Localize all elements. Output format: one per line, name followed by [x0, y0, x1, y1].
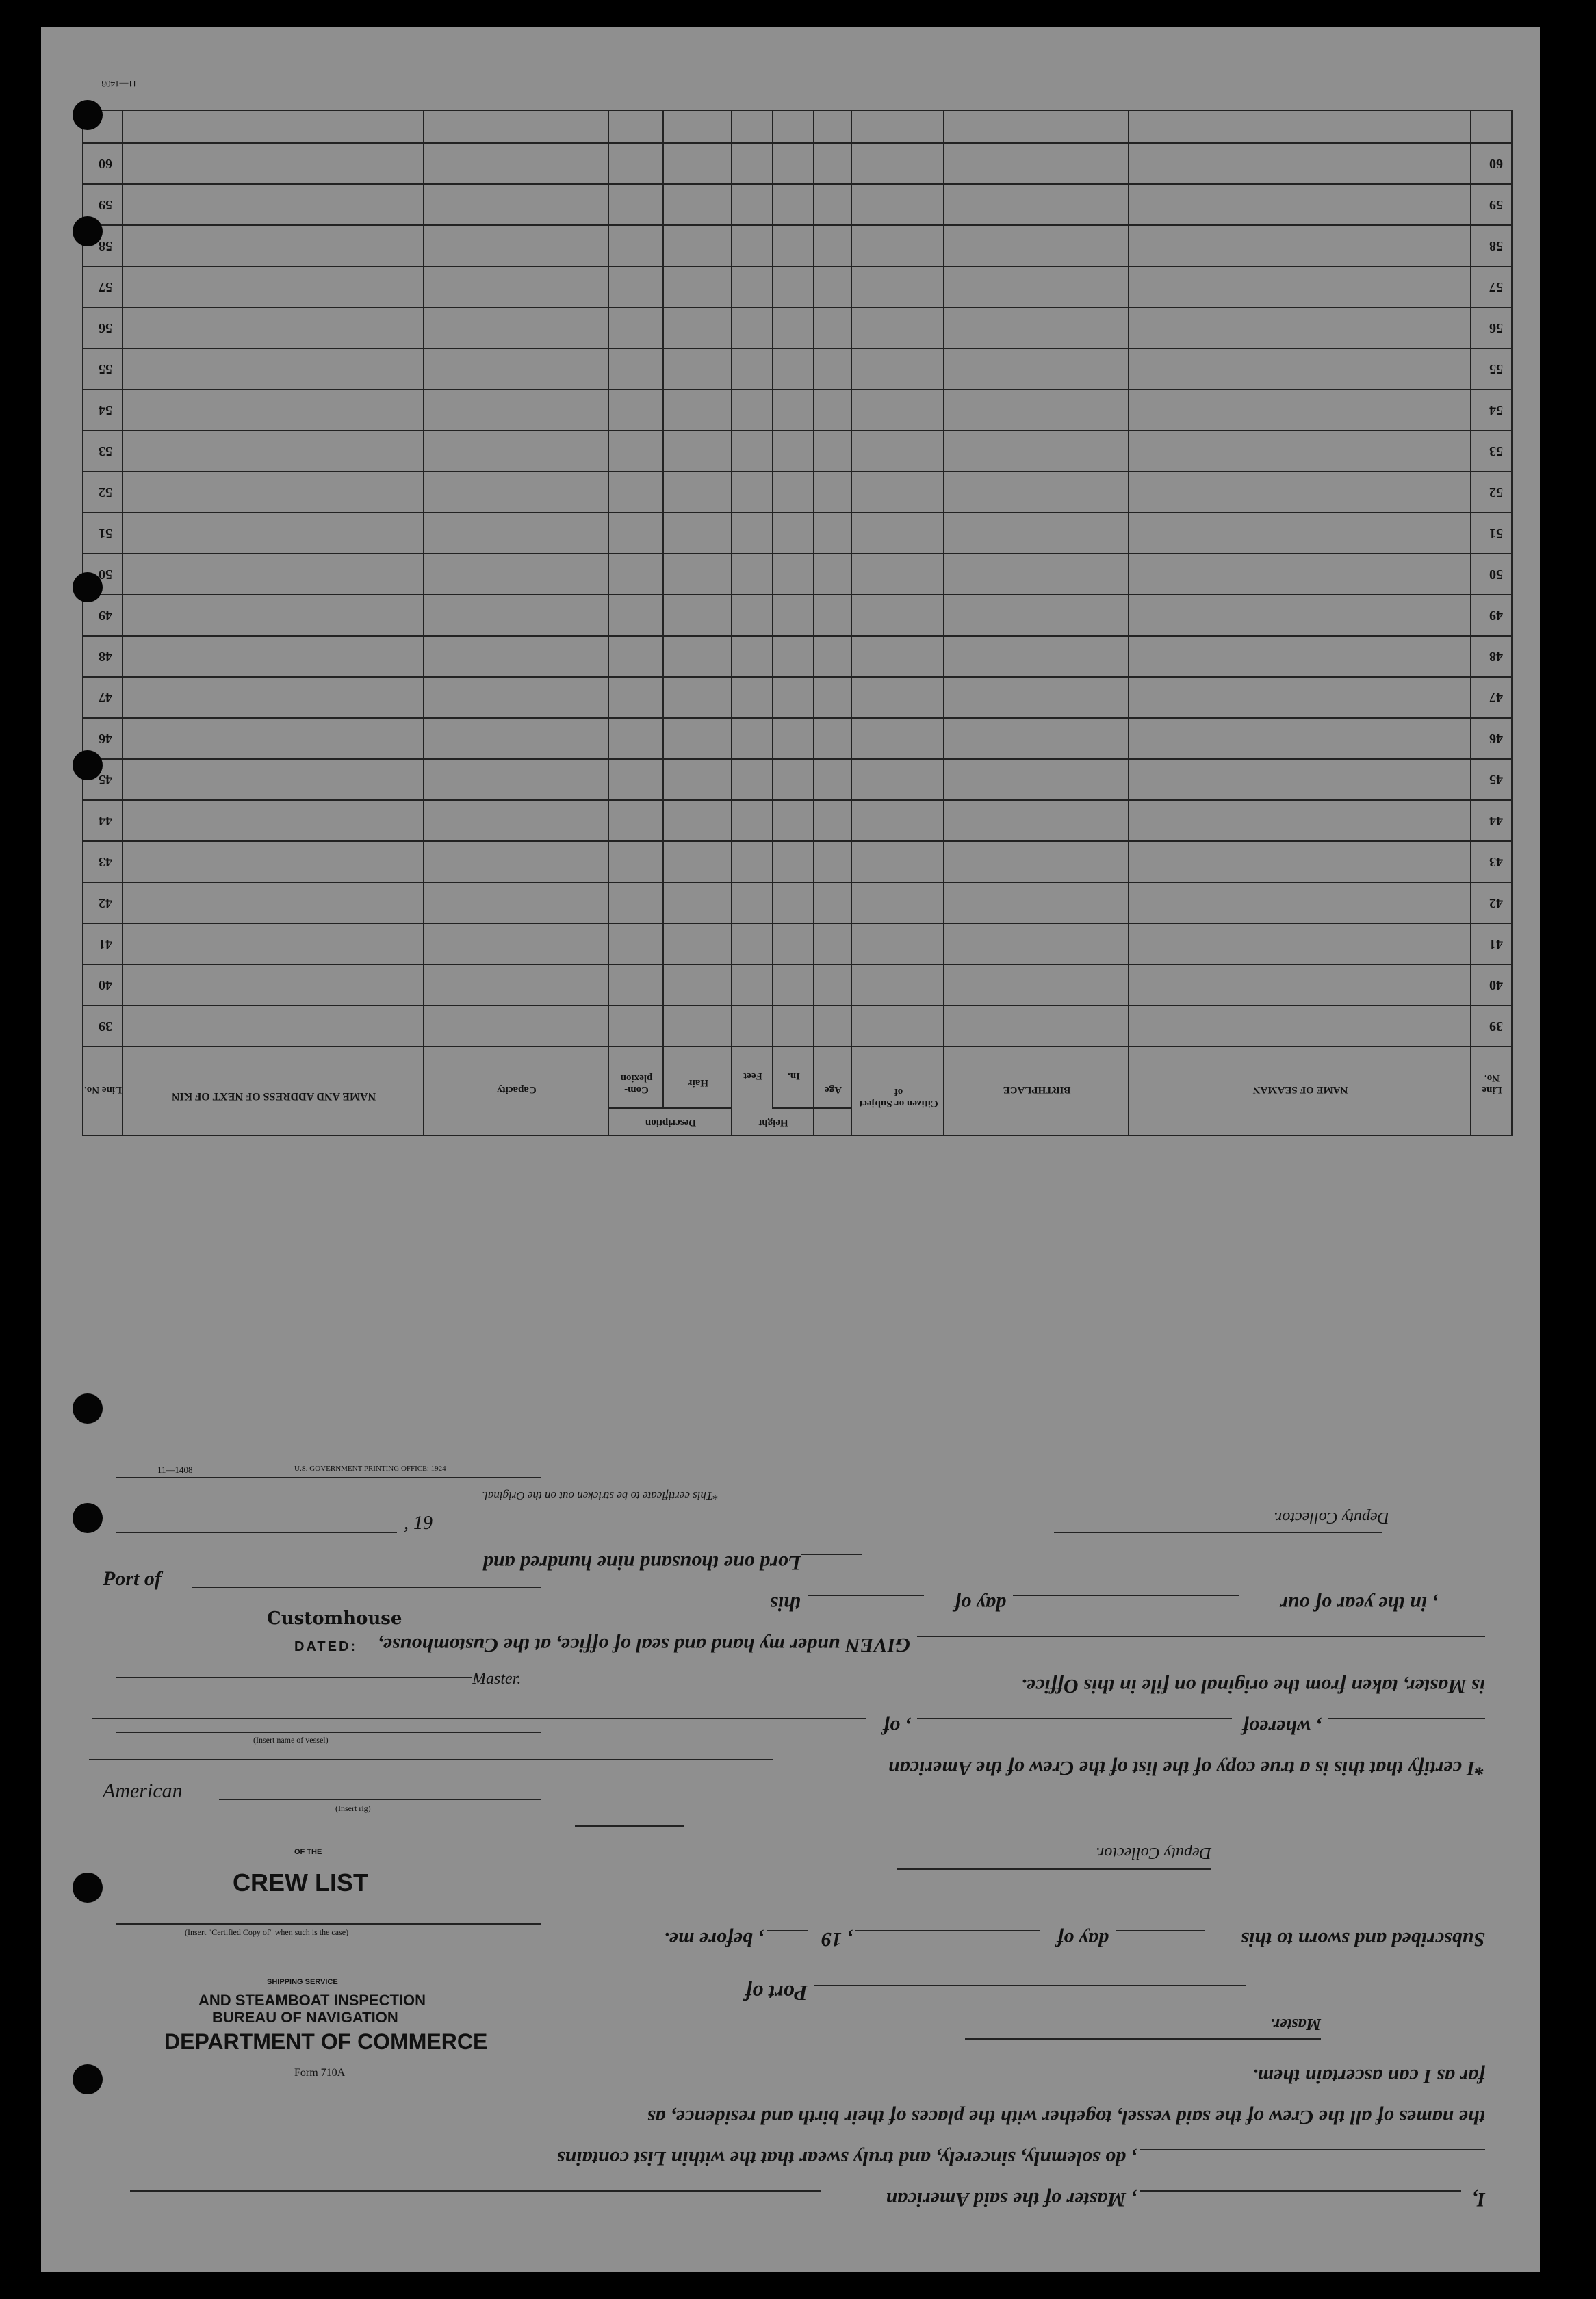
- row-number-right: 48: [99, 649, 112, 664]
- divider-rule: [575, 1825, 684, 1827]
- row-number-right: 55: [99, 361, 112, 376]
- row-number-right: 45: [99, 772, 112, 787]
- bureau-line1: BUREAU OF NAVIGATION: [212, 2009, 398, 2026]
- row-number-left: 47: [1489, 690, 1503, 705]
- row-number-left: 57: [1489, 279, 1503, 294]
- gpo-imprint: U.S. GOVERNMENT PRINTING OFFICE: 1924: [294, 1465, 446, 1473]
- row-number-left: 59: [1489, 197, 1503, 212]
- sworn-month-line[interactable]: [855, 1930, 1040, 1931]
- crew-table: [82, 110, 1513, 1136]
- row-number-right: 51: [99, 526, 112, 541]
- subscribed-text: Subscribed and sworn to this: [1241, 1928, 1485, 1951]
- header-name-of-seaman: NAME OF SEAMAN: [1252, 1084, 1348, 1095]
- table-row[interactable]: [123, 965, 1471, 1006]
- row-number-right: 42: [99, 895, 112, 910]
- gpo-rule: [116, 1477, 541, 1478]
- certify-footnote: *This certificate to be stricken out on the Original.: [481, 1489, 719, 1502]
- table-row[interactable]: [123, 349, 1471, 390]
- certify-of-field[interactable]: [1328, 1718, 1485, 1719]
- header-line-no-right: Line No.: [83, 1084, 122, 1095]
- binder-hole: [73, 1393, 103, 1424]
- certify-day-line[interactable]: [808, 1595, 924, 1596]
- row-number-left: 58: [1489, 238, 1503, 253]
- bureau-line2: AND STEAMBOAT INSPECTION: [198, 1992, 426, 2009]
- row-number-left: 53: [1489, 444, 1503, 459]
- binder-hole: [73, 572, 103, 602]
- row-number-right: 40: [99, 977, 112, 992]
- endorse-year: , 19: [404, 1513, 433, 1534]
- endorse-port-line[interactable]: [192, 1587, 541, 1588]
- customhouse-line[interactable]: [917, 1636, 1485, 1637]
- endorse-dated: DATED:: [294, 1639, 358, 1654]
- row-number-right: 47: [99, 690, 112, 705]
- row-number-right: 60: [99, 156, 112, 171]
- row-number-left: 60: [1489, 156, 1503, 171]
- table-row[interactable]: [123, 924, 1471, 965]
- vessel-name-field[interactable]: [116, 1732, 541, 1733]
- binder-hole: [73, 2064, 103, 2094]
- row-number-left: 45: [1489, 772, 1503, 787]
- certify-month-line[interactable]: [1013, 1595, 1239, 1596]
- sworn-day-line[interactable]: [1116, 1930, 1205, 1931]
- oath-line4: far as I can ascertain them.: [1252, 2065, 1485, 2088]
- description-subrule: [609, 1107, 732, 1109]
- row-number-right: 39: [99, 1018, 112, 1033]
- row-number-left: 50: [1489, 567, 1503, 582]
- row-number-left: 43: [1489, 854, 1503, 869]
- oath-master-of: , Master of the said American: [886, 2188, 1136, 2211]
- row-number-right: 52: [99, 485, 112, 500]
- certify-year-line[interactable]: [801, 1554, 862, 1555]
- row-number-right: 50: [99, 567, 112, 582]
- deputy-collector-1: Deputy Collector.: [1095, 1844, 1211, 1862]
- master-signature-label: Master.: [1270, 2015, 1321, 2033]
- table-row[interactable]: [123, 801, 1471, 842]
- table-row[interactable]: [123, 842, 1471, 883]
- shipping-service: SHIPPING SERVICE: [267, 1978, 338, 1986]
- insert-cert-note: (Insert "Certified Copy of" when such is the case): [185, 1927, 349, 1937]
- table-row[interactable]: [123, 513, 1471, 554]
- height-subrule: [773, 1107, 852, 1109]
- of-the: OF THE: [294, 1848, 322, 1856]
- deputy-collector-2: Deputy Collector.: [1273, 1508, 1389, 1526]
- certify-whereof-line[interactable]: [917, 1718, 1232, 1719]
- insert-name-note: (Insert name of vessel): [253, 1735, 329, 1745]
- row-number-right: 49: [99, 608, 112, 623]
- table-row[interactable]: [123, 185, 1471, 226]
- certify-line1: *I certify that this is a true copy of the list of the Crew of the American: [888, 1757, 1485, 1780]
- row-number-left: 55: [1489, 361, 1503, 376]
- table-row[interactable]: [123, 637, 1471, 678]
- sworn-year: , 19: [821, 1928, 852, 1951]
- endorse-port-of: Port of: [103, 1567, 162, 1590]
- binder-hole: [73, 100, 103, 130]
- row-number-right: 43: [99, 854, 112, 869]
- oath-line3: the names of all the Crew of the said vessel, together with the places of their birth and residence, as: [647, 2106, 1485, 2129]
- endorse-master-line[interactable]: [116, 1677, 472, 1678]
- department-title: DEPARTMENT OF COMMERCE: [164, 2029, 488, 2054]
- oath-line2-field[interactable]: [1140, 2149, 1485, 2150]
- binder-hole: [73, 1503, 103, 1533]
- row-number-left: 54: [1489, 402, 1503, 418]
- gpo-code: 11—1408: [157, 1465, 193, 1475]
- master-name-line[interactable]: [1140, 2190, 1461, 2192]
- header-complexion: Com-plexion: [620, 1073, 653, 1095]
- row-number-right: 58: [99, 238, 112, 253]
- table-row[interactable]: [123, 719, 1471, 760]
- endorse-master: Master.: [472, 1670, 522, 1688]
- endorse-american: American: [103, 1780, 183, 1802]
- row-number-right: 44: [99, 813, 112, 828]
- row-number-left: 39: [1489, 1018, 1503, 1033]
- print-code: 11—1408: [101, 79, 137, 89]
- binder-hole: [73, 216, 103, 246]
- row-number-left: 46: [1489, 731, 1503, 746]
- row-number-left: 42: [1489, 895, 1503, 910]
- crew-list-title: CREW LIST: [233, 1868, 368, 1897]
- row-number-right: 54: [99, 402, 112, 418]
- insert-rig-note: (Insert rig): [335, 1803, 371, 1813]
- row-number-left: 44: [1489, 813, 1503, 828]
- master-signature-line[interactable]: [965, 2038, 1321, 2040]
- binder-hole: [73, 1873, 103, 1903]
- deputy-signature-line-1[interactable]: [897, 1868, 1211, 1870]
- port-line[interactable]: [814, 1985, 1246, 1986]
- table-row[interactable]: [123, 1006, 1471, 1047]
- table-row[interactable]: [123, 760, 1471, 801]
- certify-year-of: , in the year of our: [1279, 1593, 1437, 1615]
- table-row[interactable]: [123, 308, 1471, 349]
- table-row[interactable]: [123, 431, 1471, 472]
- crew-list-form: [41, 27, 1540, 2272]
- header-citizen: Citizen or Subject of: [859, 1086, 938, 1109]
- row-number-left: 40: [1489, 977, 1503, 992]
- row-number-right: 53: [99, 444, 112, 459]
- sworn-day-of: day of: [1057, 1928, 1109, 1951]
- header-feet: Feet: [743, 1070, 762, 1081]
- row-number-left: 48: [1489, 649, 1503, 664]
- oath-line2: , do solemnly, sincerely, and truly swear that the within List contains: [556, 2147, 1136, 2170]
- row-number-left: 49: [1489, 608, 1503, 623]
- table-row[interactable]: [123, 595, 1471, 637]
- endorse-customhouse: Customhouse: [267, 1608, 402, 1629]
- table-row[interactable]: [123, 678, 1471, 719]
- row-number-left: 51: [1489, 526, 1503, 541]
- header-description: Description: [645, 1117, 697, 1128]
- row-number-left: 52: [1489, 485, 1503, 500]
- header-inches: In.: [788, 1070, 800, 1081]
- certify-whereof: , whereof: [1242, 1716, 1321, 1738]
- table-row[interactable]: [123, 267, 1471, 308]
- header-line-no-left: Line No.: [1482, 1073, 1502, 1095]
- endorse-date-line[interactable]: [116, 1532, 397, 1533]
- certify-line6: Lord one thousand nine hundred and: [482, 1552, 801, 1574]
- row-number-right: 57: [99, 279, 112, 294]
- binder-hole: [73, 750, 103, 780]
- sworn-before-me: , before me.: [664, 1928, 763, 1951]
- header-birthplace: BIRTHPLACE: [1003, 1084, 1071, 1095]
- form-number: Form 710A: [294, 2067, 346, 2079]
- document-page: [41, 27, 1540, 2272]
- endorsement-panel: [89, 1451, 554, 2231]
- header-next-of-kin: NAME AND ADDRESS OF NEXT OF KIN: [171, 1090, 376, 1102]
- row-number-right: 56: [99, 320, 112, 335]
- row-number-right: 41: [99, 936, 112, 951]
- oath-port-of: Port of: [745, 1981, 808, 2005]
- certify-day-of: day of: [954, 1593, 1006, 1615]
- certified-copy-field[interactable]: [116, 1923, 541, 1925]
- table-row[interactable]: [123, 144, 1471, 185]
- row-number-left: 56: [1489, 320, 1503, 335]
- sworn-year-line[interactable]: [767, 1930, 808, 1931]
- table-row[interactable]: [123, 390, 1471, 431]
- table-row[interactable]: [123, 554, 1471, 595]
- header-capacity: Capacity: [497, 1084, 537, 1095]
- header-age: Age: [825, 1084, 842, 1095]
- deputy-signature-line-2[interactable]: [1054, 1532, 1382, 1533]
- oath-i: I,: [1471, 2188, 1485, 2211]
- certify-line3: is Master, taken from the original on file in this Office.: [1021, 1675, 1485, 1697]
- certify-this: this: [769, 1593, 801, 1615]
- row-number-right: 46: [99, 731, 112, 746]
- table-row[interactable]: [123, 472, 1471, 513]
- rig-field[interactable]: [219, 1799, 541, 1800]
- table-row[interactable]: [123, 226, 1471, 267]
- row-number-right: 59: [99, 197, 112, 212]
- table-row[interactable]: [123, 883, 1471, 924]
- certify-of: , of: [883, 1716, 910, 1738]
- row-number-left: 41: [1489, 936, 1503, 951]
- header-height: Height: [758, 1117, 788, 1128]
- certify-line4: GIVEN under my hand and seal of office, at the Customhouse,: [378, 1634, 910, 1656]
- header-hair: Hair: [688, 1077, 708, 1088]
